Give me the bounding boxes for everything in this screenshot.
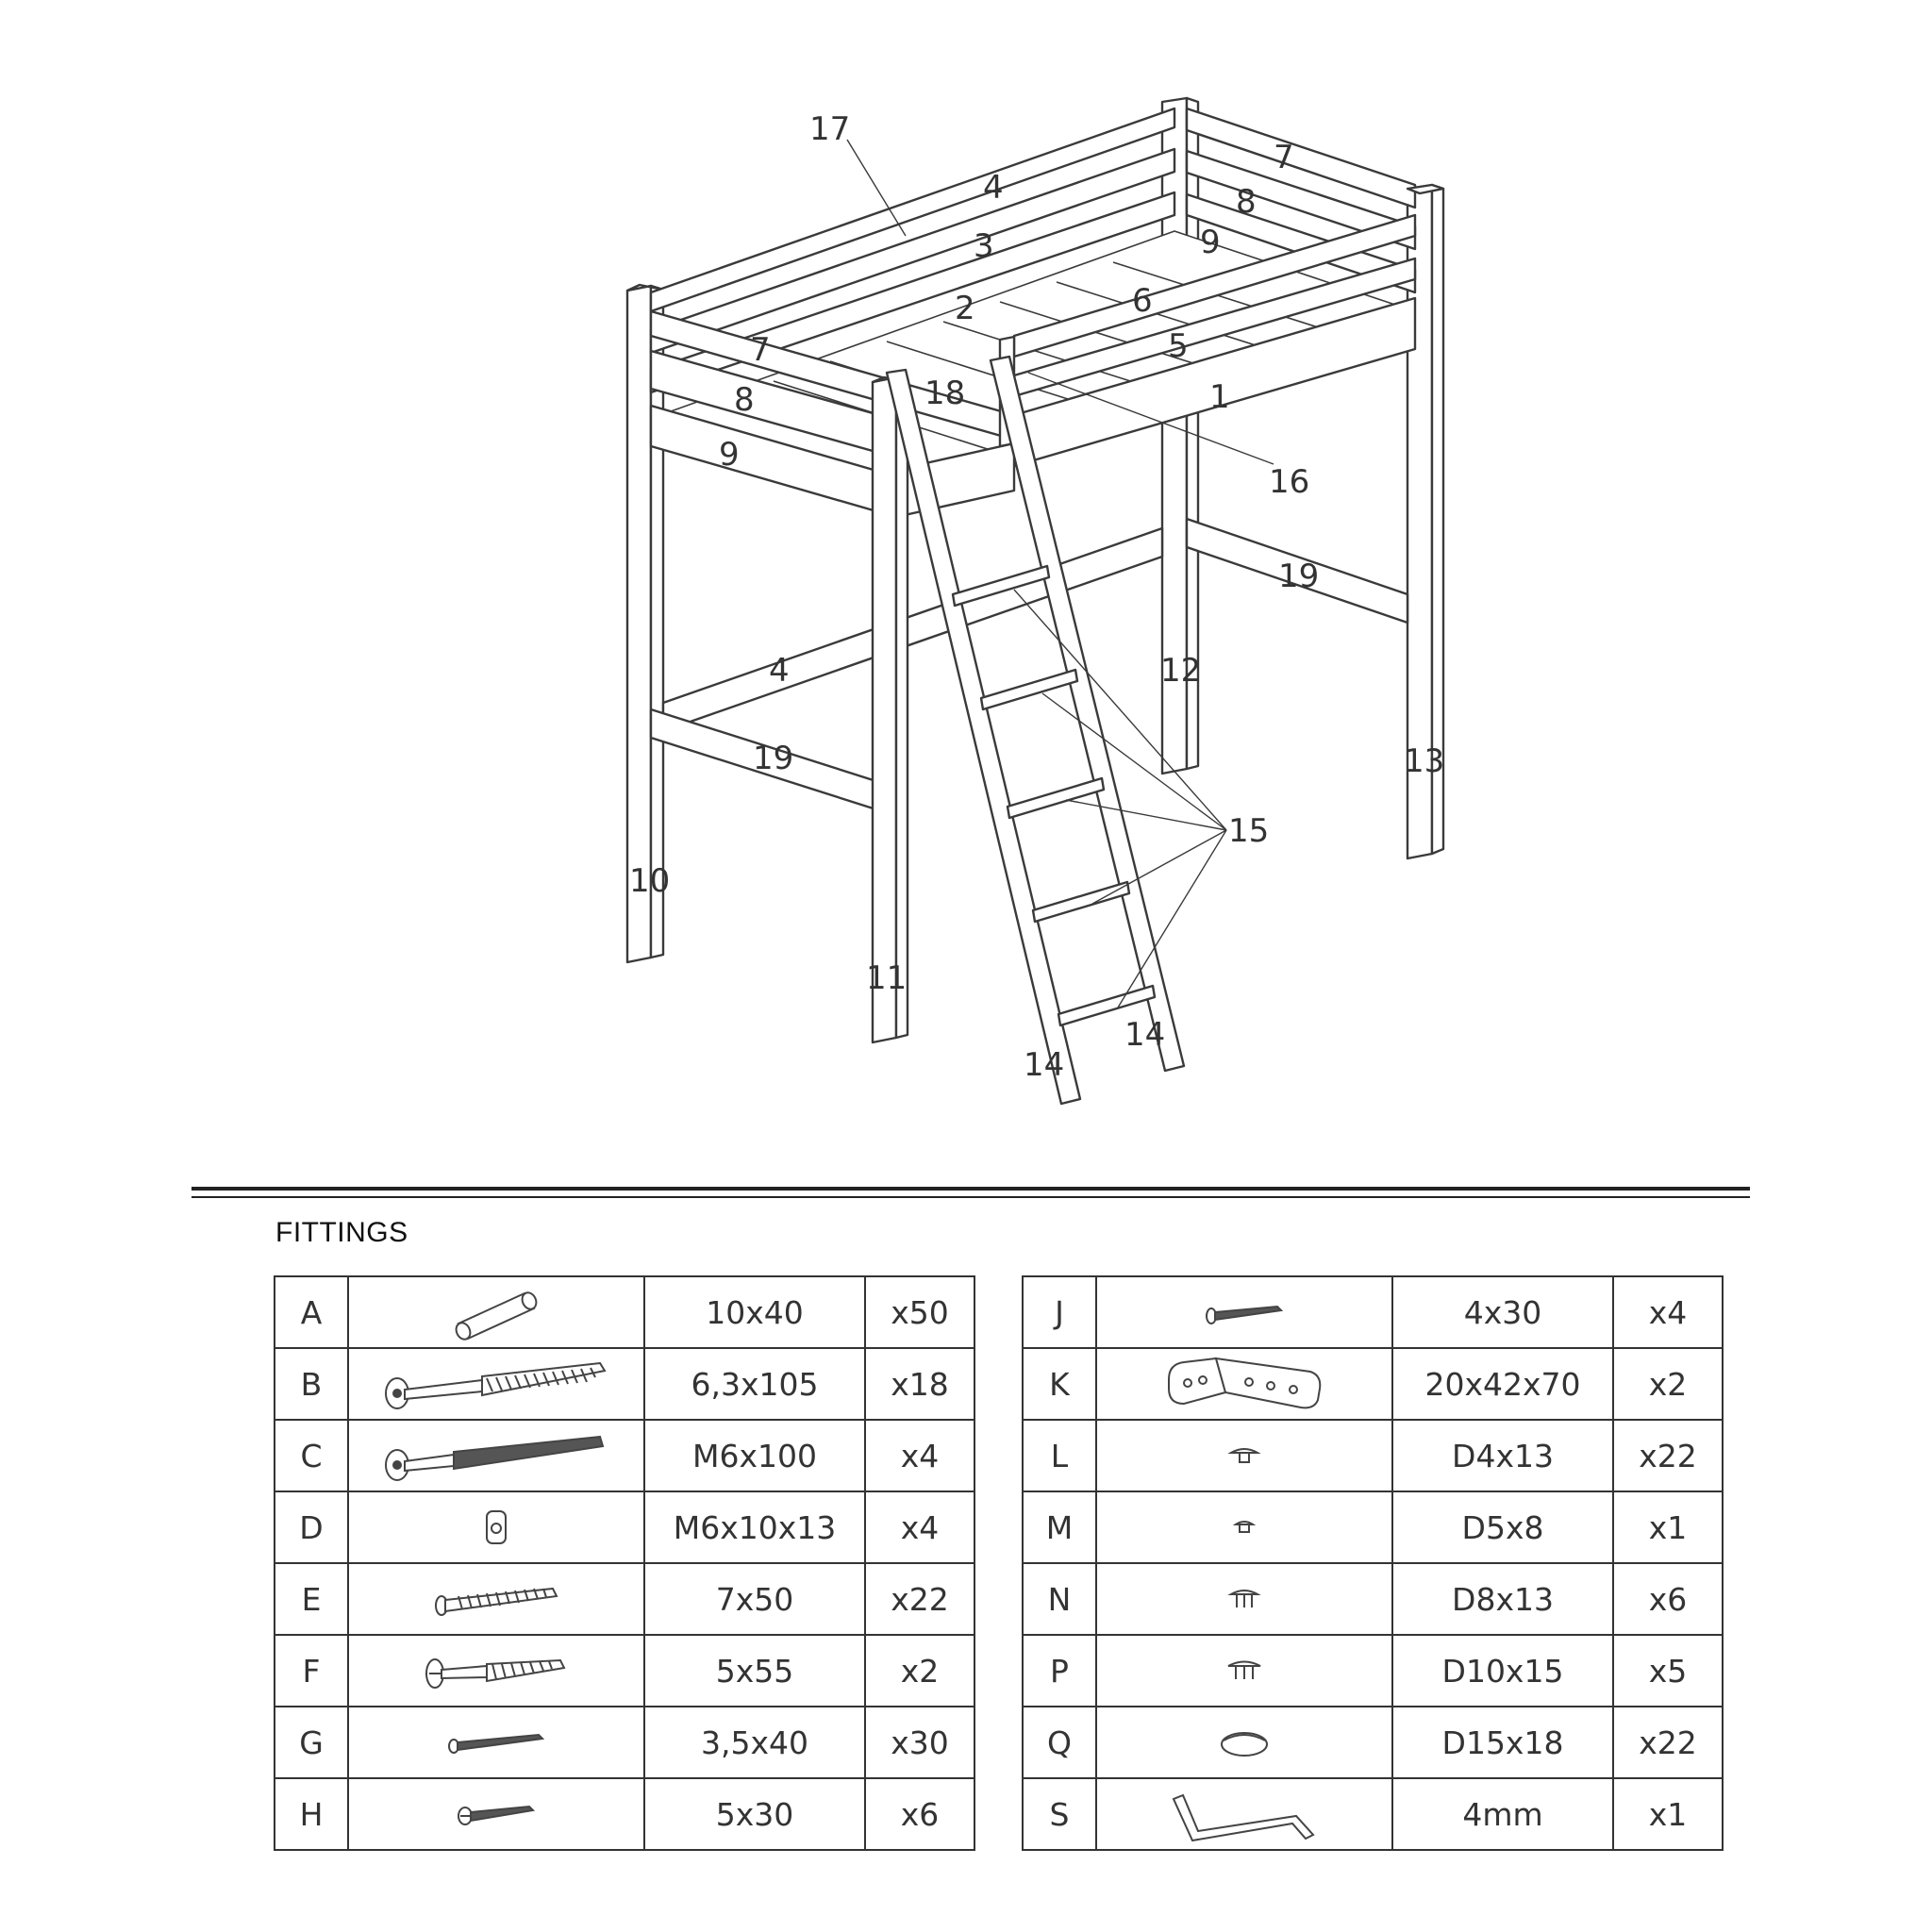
code-cell: N xyxy=(1023,1563,1096,1635)
qty-cell: x2 xyxy=(865,1635,974,1707)
qty-cell: x50 xyxy=(865,1276,974,1348)
size-cell: M6x100 xyxy=(644,1420,865,1491)
table-row xyxy=(275,1563,974,1635)
size-cell: 6,3x105 xyxy=(644,1348,865,1420)
label-13: 13 xyxy=(1404,742,1445,780)
label-6: 6 xyxy=(1132,282,1153,320)
table-row xyxy=(275,1707,974,1778)
code-cell: H xyxy=(275,1778,348,1850)
label-16: 16 xyxy=(1269,463,1310,501)
coarse-screw-icon xyxy=(430,1575,562,1623)
code-cell: D xyxy=(275,1491,348,1563)
image-cell xyxy=(1096,1348,1392,1420)
long-bolt-half-thread-icon xyxy=(378,1356,614,1412)
table-row xyxy=(275,1276,974,1348)
qty-cell: x4 xyxy=(865,1491,974,1563)
qty-cell: x2 xyxy=(1613,1348,1723,1420)
image-cell xyxy=(1096,1778,1392,1850)
label-5: 5 xyxy=(1168,327,1189,365)
fittings-table-right xyxy=(1022,1275,1724,1851)
image-cell xyxy=(348,1563,644,1635)
qty-cell: x6 xyxy=(1613,1563,1723,1635)
size-cell: 5x55 xyxy=(644,1635,865,1707)
image-cell xyxy=(1096,1707,1392,1778)
code-cell: E xyxy=(275,1563,348,1635)
table-row xyxy=(1023,1635,1723,1707)
size-cell: D5x8 xyxy=(1392,1491,1613,1563)
label-2: 2 xyxy=(955,290,975,327)
table-row xyxy=(275,1635,974,1707)
code-cell: P xyxy=(1023,1635,1096,1707)
label-14-left: 14 xyxy=(1024,1046,1065,1084)
round-cover-cap-icon xyxy=(1216,1724,1273,1761)
size-cell: D4x13 xyxy=(1392,1420,1613,1491)
image-cell xyxy=(348,1491,644,1563)
image-cell xyxy=(1096,1635,1392,1707)
image-cell xyxy=(348,1707,644,1778)
label-9-left: 9 xyxy=(719,436,740,474)
fittings-title: FITTINGS xyxy=(275,1217,408,1248)
size-cell: 4mm xyxy=(1392,1778,1613,1850)
fittings-table-left xyxy=(274,1275,975,1851)
size-cell: M6x10x13 xyxy=(644,1491,865,1563)
table-row xyxy=(1023,1420,1723,1491)
qty-cell: x4 xyxy=(865,1420,974,1491)
cap-large-icon xyxy=(1224,1655,1265,1687)
qty-cell: x22 xyxy=(1613,1420,1723,1491)
size-cell: D15x18 xyxy=(1392,1707,1613,1778)
code-cell: L xyxy=(1023,1420,1096,1491)
image-cell xyxy=(348,1635,644,1707)
label-10: 10 xyxy=(629,862,671,900)
image-cell xyxy=(1096,1491,1392,1563)
table-row xyxy=(275,1778,974,1850)
label-4-top: 4 xyxy=(983,169,1004,207)
image-cell xyxy=(348,1778,644,1850)
qty-cell: x1 xyxy=(1613,1778,1723,1850)
qty-cell: x18 xyxy=(865,1348,974,1420)
label-9-right: 9 xyxy=(1200,224,1221,261)
label-4-bottom: 4 xyxy=(769,652,790,690)
label-12: 12 xyxy=(1160,652,1202,690)
image-cell xyxy=(1096,1563,1392,1635)
image-cell xyxy=(348,1420,644,1491)
label-19-left: 19 xyxy=(753,740,794,777)
size-cell: 4x30 xyxy=(1392,1276,1613,1348)
cap-medium-icon xyxy=(1225,1583,1263,1615)
label-14-right: 14 xyxy=(1124,1016,1166,1054)
qty-cell: x30 xyxy=(865,1707,974,1778)
qty-cell: x5 xyxy=(1613,1635,1723,1707)
size-cell: D10x15 xyxy=(1392,1635,1613,1707)
image-cell xyxy=(1096,1420,1392,1491)
divider-rule-thin xyxy=(192,1196,1750,1198)
table-row xyxy=(1023,1276,1723,1348)
image-cell xyxy=(348,1276,644,1348)
code-cell: G xyxy=(275,1707,348,1778)
barrel-nut-icon xyxy=(477,1504,515,1551)
image-cell xyxy=(348,1348,644,1420)
size-cell: D8x13 xyxy=(1392,1563,1613,1635)
label-18: 18 xyxy=(924,375,966,412)
table-row xyxy=(1023,1707,1723,1778)
table-row xyxy=(1023,1563,1723,1635)
cap-small-icon xyxy=(1225,1441,1263,1470)
short-screw-icon xyxy=(454,1795,539,1833)
long-bolt-full-thread-icon xyxy=(378,1427,614,1484)
label-11: 11 xyxy=(866,959,908,997)
table-row xyxy=(1023,1778,1723,1850)
qty-cell: x22 xyxy=(1613,1707,1723,1778)
table-row xyxy=(1023,1491,1723,1563)
code-cell: A xyxy=(275,1276,348,1348)
post-11 xyxy=(873,377,908,1042)
qty-cell: x6 xyxy=(865,1778,974,1850)
label-17: 17 xyxy=(809,110,851,148)
label-19-right: 19 xyxy=(1278,558,1320,595)
qty-cell: x1 xyxy=(1613,1491,1723,1563)
wood-screw-icon xyxy=(444,1724,548,1761)
label-1: 1 xyxy=(1209,378,1230,416)
size-cell: 5x30 xyxy=(644,1778,865,1850)
code-cell: B xyxy=(275,1348,348,1420)
label-8-right: 8 xyxy=(1236,183,1257,221)
code-cell: F xyxy=(275,1635,348,1707)
qty-cell: x4 xyxy=(1613,1276,1723,1348)
divider-rule xyxy=(192,1187,1750,1191)
label-8-left: 8 xyxy=(734,381,755,419)
size-cell: 10x40 xyxy=(644,1276,865,1348)
code-cell: J xyxy=(1023,1276,1096,1348)
label-7-left: 7 xyxy=(750,331,771,369)
code-cell: Q xyxy=(1023,1707,1096,1778)
size-cell: 7x50 xyxy=(644,1563,865,1635)
qty-cell: x22 xyxy=(865,1563,974,1635)
code-cell: S xyxy=(1023,1778,1096,1850)
allen-key-icon xyxy=(1164,1786,1324,1842)
code-cell: K xyxy=(1023,1348,1096,1420)
image-cell xyxy=(1096,1276,1392,1348)
label-3: 3 xyxy=(974,227,994,265)
table-row xyxy=(1023,1348,1723,1420)
table-row xyxy=(275,1420,974,1491)
flat-head-screw-icon xyxy=(421,1647,572,1694)
angle-bracket-icon xyxy=(1159,1351,1329,1417)
code-cell: M xyxy=(1023,1491,1096,1563)
label-15: 15 xyxy=(1228,812,1270,850)
table-row xyxy=(275,1348,974,1420)
size-cell: 3,5x40 xyxy=(644,1707,865,1778)
cap-tiny-icon xyxy=(1230,1515,1258,1540)
table-row xyxy=(275,1491,974,1563)
dowel-icon xyxy=(444,1284,548,1341)
size-cell: 20x42x70 xyxy=(1392,1348,1613,1420)
label-7-right: 7 xyxy=(1274,139,1294,176)
small-screw-icon xyxy=(1202,1293,1287,1331)
code-cell: C xyxy=(275,1420,348,1491)
